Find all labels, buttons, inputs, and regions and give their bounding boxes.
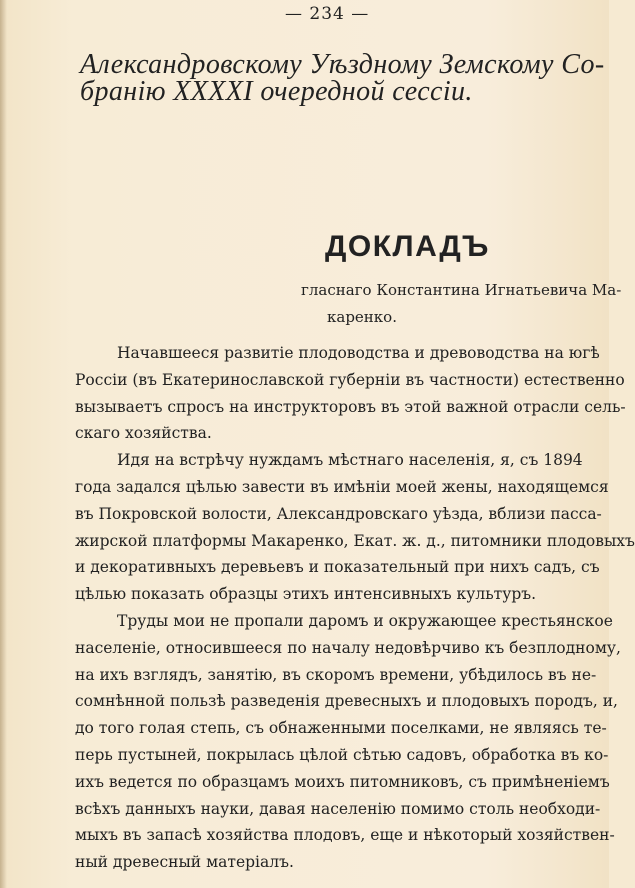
paragraph-line: мыхъ въ запасѣ хозяйства плодовъ, еще и нѣкоторый хозяйствен-	[75, 826, 615, 845]
paragraph-line: и декоративныхъ деревьевъ и показательный при нихъ садъ, съ	[75, 558, 600, 577]
paragraph-line: въ Покровской волости, Александровскаго уѣзда, вблизи пасса-	[75, 504, 602, 523]
paragraph-line: года задался цѣлью завести въ имѣніи моей жены, находящемся	[75, 477, 609, 496]
paragraph-line: Труды мои не пропали даромъ и окружающее крестьянское	[117, 611, 613, 630]
paragraph-line: ихъ ведется по образцамъ моихъ питомниковъ, съ примѣненіемъ	[75, 772, 610, 791]
paragraph-line: вызываетъ спросъ на инструкторовъ въ этой важной отрасли сель-	[75, 397, 626, 416]
paragraph-line: цѣлью показать образцы этихъ интенсивныхъ культуръ.	[75, 585, 537, 604]
paragraph-line: населеніе, относившееся по началу недовѣрчиво къ безплодному,	[75, 638, 621, 657]
paragraph-line: до того голая степь, съ обнаженными поселками, не являясь те-	[75, 719, 607, 738]
paragraph-line: всѣхъ данныхъ науки, давая населенію помимо столь необходи-	[75, 799, 601, 818]
document-title: ДОКЛАДЪ	[325, 230, 490, 263]
document-subtitle	[301, 277, 622, 331]
paragraph	[75, 340, 626, 447]
page-edge-shadow	[0, 0, 7, 888]
paragraph-line: на ихъ взглядъ, занятію, въ скоромъ времени, убѣдилось въ не-	[75, 665, 597, 684]
paragraph-line: перь пустыней, покрылась цѣлой сѣтью садовъ, обработка въ ко-	[75, 745, 609, 764]
paragraph-line: Начавшееся развитіе плодоводства и древоводства на югѣ	[117, 344, 600, 362]
subtitle-line: каренко.	[327, 307, 397, 326]
paragraph	[75, 608, 621, 876]
heading-line: Александровскому Уѣздному Земскому Со-	[80, 49, 605, 80]
paragraph	[75, 447, 635, 608]
document-heading	[80, 47, 605, 107]
paragraph-line: жирской платформы Макаренко, Екат. ж. д., питомники плодовыхъ	[75, 531, 635, 550]
document-body	[75, 340, 635, 876]
paragraph-line: Идя на встрѣчу нуждамъ мѣстнаго населенія, я, съ 1894	[117, 451, 583, 470]
page-number: — 234 —	[285, 4, 370, 24]
paragraph-line: ный древесный матеріалъ.	[75, 853, 294, 872]
heading-line: бранію XXXXI очередной сессіи.	[80, 75, 473, 107]
subtitle-line: гласнаго Константина Игнатьевича Ма-	[301, 281, 622, 299]
paragraph-line: Россіи (въ Екатеринославской губерніи въ частности) естественно	[75, 370, 625, 389]
paragraph-line: сомнѣнной пользѣ разведенія древесныхъ и плодовыхъ породъ, и,	[75, 692, 618, 711]
paragraph-line: скаго хозяйства.	[75, 424, 212, 443]
